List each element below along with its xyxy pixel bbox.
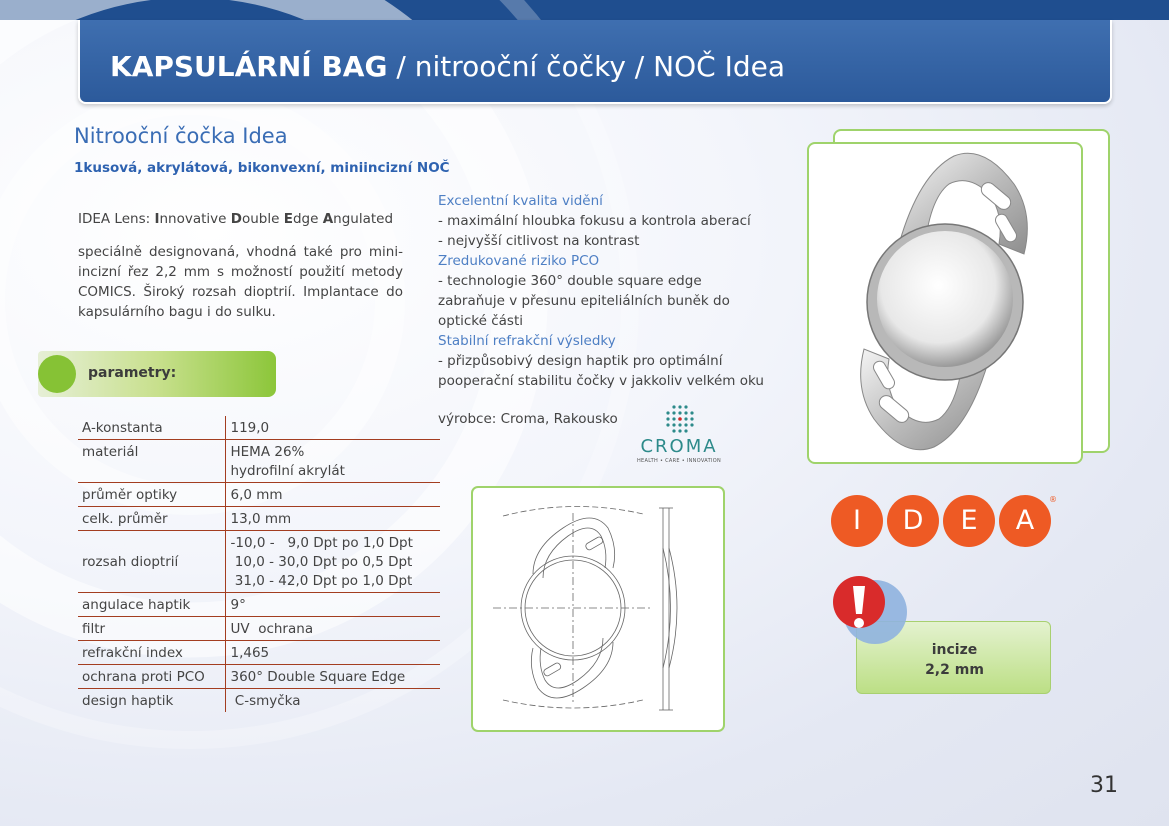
param-value: 1,465 bbox=[230, 645, 270, 661]
parameters-label: parametry: bbox=[88, 365, 177, 381]
lens-name bbox=[78, 211, 393, 227]
idea-letter-i: I bbox=[831, 495, 883, 547]
idea-logo bbox=[831, 495, 1061, 555]
param-key: angulace haptik bbox=[78, 593, 225, 617]
registered-mark: ® bbox=[1049, 495, 1057, 504]
parameters-table bbox=[78, 416, 440, 712]
param-key: A-konstanta bbox=[78, 416, 225, 440]
table-row bbox=[78, 617, 440, 641]
table-row bbox=[78, 593, 440, 617]
param-key: rozsah dioptrií bbox=[78, 531, 225, 593]
page-title bbox=[110, 50, 785, 83]
table-row bbox=[78, 507, 440, 531]
feature-item: - nejvyšší citlivost na kontrast bbox=[438, 233, 640, 249]
param-value: -10,0 - 9,0 Dpt po 1,0 Dpt 10,0 - 30,0 Dpt po 0,5 Dpt 31,0 - 42,0 Dpt po 1,0 Dpt bbox=[230, 535, 413, 589]
table-row bbox=[78, 531, 440, 593]
param-value: 9° bbox=[230, 597, 246, 613]
green-dot-icon bbox=[38, 355, 76, 393]
param-key: refrakční index bbox=[78, 641, 225, 665]
table-row bbox=[78, 440, 440, 483]
param-key: celk. průměr bbox=[78, 507, 225, 531]
product-description: speciálně designovaná, vhodná také pro mini-incizní řez 2,2 mm s možností použití metody COMICS. Široký rozsah dioptrií. Implantace do kapsulárního bagu i do sulku. bbox=[78, 244, 403, 320]
param-key: filtr bbox=[78, 617, 225, 641]
acronym-cap-i: I bbox=[154, 211, 160, 227]
idea-letter-a: A bbox=[999, 495, 1051, 547]
table-row bbox=[78, 665, 440, 689]
feature-heading: Stabilní refrakční výsledky bbox=[438, 333, 616, 349]
croma-wordmark: CROMA bbox=[640, 436, 718, 457]
parameters-tab bbox=[38, 351, 276, 397]
table-row bbox=[78, 483, 440, 507]
feature-heading: Zredukované riziko PCO bbox=[438, 253, 600, 269]
acronym-cap-e: E bbox=[283, 211, 293, 227]
acronym-rest-a: ngulated bbox=[333, 211, 394, 227]
param-value: 119,0 bbox=[230, 420, 270, 436]
manufacturer: výrobce: Croma, Rakousko bbox=[438, 411, 618, 427]
idea-letter-d: D bbox=[887, 495, 939, 547]
acronym-rest-d: ouble bbox=[241, 211, 284, 227]
lens-name-prefix: IDEA Lens: bbox=[78, 211, 155, 227]
croma-logo bbox=[631, 402, 727, 466]
param-key: design haptik bbox=[78, 689, 225, 713]
param-key: průměr optiky bbox=[78, 483, 225, 507]
croma-dots-icon bbox=[665, 404, 695, 434]
product-subtitle: Nitrooční čočka Idea bbox=[74, 124, 288, 148]
param-key: ochrana proti PCO bbox=[78, 665, 225, 689]
table-row bbox=[78, 416, 440, 440]
param-value: 6,0 mm bbox=[230, 487, 283, 503]
exclamation-alert-icon bbox=[831, 576, 909, 648]
feature-heading: Excelentní kvalita vidění bbox=[438, 193, 603, 209]
acronym-cap-d: D bbox=[230, 211, 242, 227]
param-value: HEMA 26% hydrofilní akrylát bbox=[230, 444, 345, 479]
product-tagline: 1kusová, akrylátová, bikonvexní, miniincizní NOČ bbox=[74, 160, 450, 176]
table-row bbox=[78, 641, 440, 665]
param-value: C-smyčka bbox=[230, 693, 301, 709]
acronym-cap-a: A bbox=[322, 211, 334, 227]
lens-drawing-figure bbox=[473, 488, 723, 730]
lens-photo bbox=[807, 142, 1083, 464]
param-value: UV ochrana bbox=[230, 621, 314, 637]
feature-item: - přizpůsobivý design haptik pro optimální pooperační stabilitu čočky v jakkoliv velkém oku bbox=[438, 353, 764, 389]
croma-tagline: HEALTH • CARE • INNOVATION bbox=[637, 458, 721, 464]
features-list bbox=[438, 191, 768, 391]
incision-label: incize bbox=[931, 642, 978, 658]
title-rest: / nitrooční čočky / NOČ Idea bbox=[387, 50, 785, 83]
iol-lens-image bbox=[809, 144, 1081, 462]
table-row bbox=[78, 689, 440, 713]
idea-letter-e: E bbox=[943, 495, 995, 547]
param-value: 13,0 mm bbox=[230, 511, 292, 527]
param-key: materiál bbox=[78, 440, 225, 483]
incision-value: 2,2 mm bbox=[925, 662, 984, 678]
technical-drawing bbox=[471, 486, 725, 732]
acronym-rest-e: dge bbox=[292, 211, 323, 227]
param-value: 360° Double Square Edge bbox=[230, 669, 406, 685]
page-number: 31 bbox=[1090, 773, 1118, 798]
acronym-rest-i: nnovative bbox=[159, 211, 231, 227]
header-banner bbox=[78, 20, 1112, 104]
feature-item: - technologie 360° double square edge zabraňuje v přesunu epiteliálních buněk do optické části bbox=[438, 273, 730, 329]
feature-item: - maximální hloubka fokusu a kontrola aberací bbox=[438, 213, 751, 229]
title-bold: KAPSULÁRNÍ BAG bbox=[110, 50, 388, 83]
